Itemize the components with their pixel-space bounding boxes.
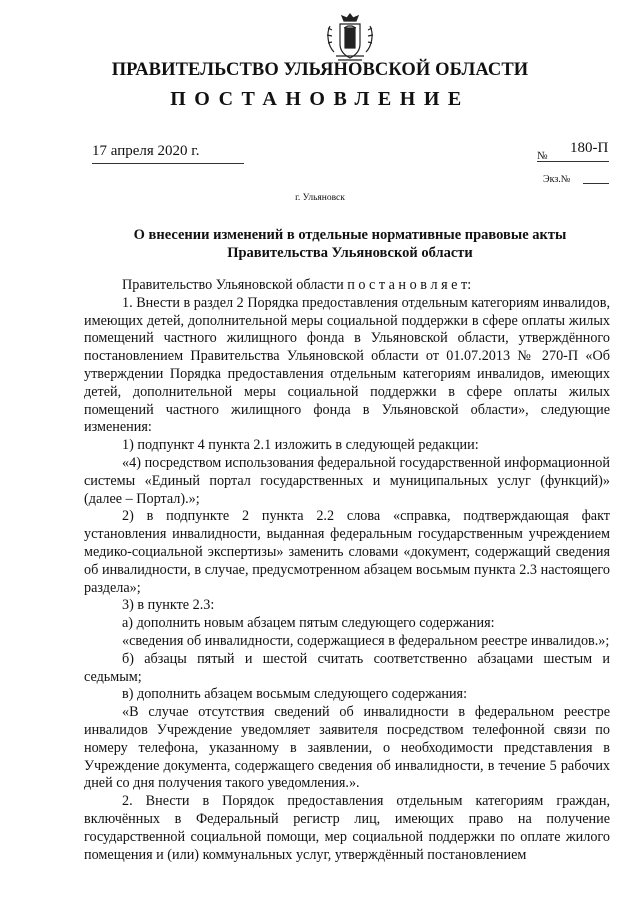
paragraph-subitem-v: в) дополнить абзацем восьмым следующего содержания:	[122, 686, 468, 703]
coat-of-arms-icon	[322, 8, 378, 64]
paragraph-quote-3: «В случае отсутствия сведений об инвалидности в федеральном реестре инвалидов Учреждение уведомляет заявителя посредством телефонной связи по номеру телефона, указанному в заявлении, о необходимости представления в Учреждение документа, содержащего сведения об инвалидности, в течение 5 рабочих дней со дня получения такого уведомления.».	[84, 704, 610, 792]
paragraph-item-2: 2. Внести в Порядок предоставления отдельным категориям граждан, включённых в Федеральный регистр лиц, имеющих право на получение государственной социальной помощи, мер социальной поддержки по оплате жилого помещения и (или) коммунальных услуг, утверждённый постановлением	[84, 793, 610, 863]
paragraph-item-1: 1. Внести в раздел 2 Порядка предоставления отдельным категориям инвалидов, имеющих детей, дополнительной меры социальной поддержки в сфере оплаты жилых помещений частного жилищного фонда в Ульяновской области, утверждённого постановлением Правительства Ульяновской области от 01.07.2013 № 270-П «Об утверждении Порядка предоставления отдельным категориям инвалидов, имеющих детей, дополнительной меры социальной поддержки в сфере оплаты жилых помещений частного жилищного фонда в Ульяновской области», следующие изменения:	[84, 294, 610, 436]
paragraph-subitem-a: а) дополнить новым абзацем пятым следующего содержания:	[122, 615, 495, 632]
paragraph-quote-1: «4) посредством использования федеральной государственной информационной системы «Единый портал государственных и муниципальных услуг (функций)» (далее – Портал).»;	[84, 454, 610, 507]
organization-name: ПРАВИТЕЛЬСТВО УЛЬЯНОВСКОЙ ОБЛАСТИ	[111, 60, 529, 80]
document-title	[60, 226, 640, 262]
document-date: 17 апреля 2020 г.	[92, 143, 200, 159]
document-type: ПОСТАНОВЛЕНИЕ	[170, 88, 470, 110]
date-underline	[92, 163, 244, 164]
document-number: 180-П	[570, 140, 609, 156]
paragraph-subitem-b: б) абзацы пятый и шестой считать соответственно абзацами шестым и седьмым;	[84, 650, 610, 685]
paragraph-preamble: Правительство Ульяновской области п о с т а н о в л я е т:	[122, 277, 472, 293]
paragraph-subitem-1: 1) подпункт 4 пункта 2.1 изложить в следующей редакции:	[122, 437, 479, 454]
paragraph-quote-2: «сведения об инвалидности, содержащиеся в федеральном реестре инвалидов.»;	[122, 632, 610, 649]
number-sign: №	[537, 150, 548, 162]
city-name: г. Ульяновск	[295, 193, 345, 203]
document-body	[84, 277, 610, 864]
title-line: Правительства Ульяновской области	[227, 245, 473, 261]
copy-number-label: Экз.№	[543, 174, 571, 185]
number-underline	[537, 161, 609, 162]
paragraph-subitem-2: 2) в подпункте 2 пункта 2.2 слова «справка, подтверждающая факт установления инвалидности, выданная федеральным государственным учреждением медико-социальной экспертизы» заменить словами «документ, содержащий сведения об инвалидности, в случае, предусмотренном абзацем восьмым пункта 2.3 настоящего раздела»;	[84, 508, 610, 596]
copy-number-underline	[583, 183, 609, 184]
paragraph-subitem-3: 3) в пункте 2.3:	[122, 597, 215, 614]
title-line: О внесении изменений в отдельные нормативные правовые акты	[133, 227, 567, 243]
